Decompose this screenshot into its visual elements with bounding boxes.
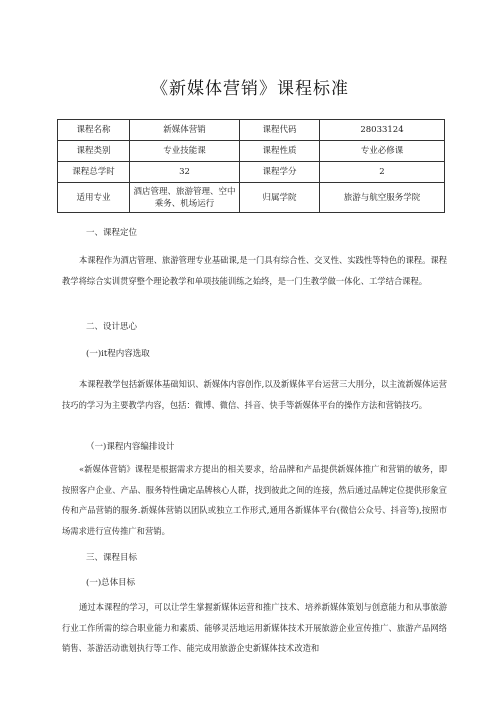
table-cell: 新媒体营销 bbox=[130, 120, 240, 141]
paragraph: 本课程教学包括新媒体基础知识、新媒体内容创作,以及新媒体平台运营三大刖分，以主流新媒体运营技巧的学习为主要教学内容，包括：微博、微信、抖音、快手等新媒体平台的操作方法和营销技巧。 bbox=[62, 379, 447, 410]
document-title: 《新媒体营销》课程标准 bbox=[151, 79, 349, 99]
table-cell: 专业必修课 bbox=[320, 141, 445, 162]
table-cell: 课程总学时 bbox=[58, 162, 130, 183]
table-row bbox=[58, 141, 445, 162]
table-cell: 酒店管理、旅游管理、空中乘务、机场运行 bbox=[130, 183, 240, 213]
table-cell: 课程代码 bbox=[240, 120, 320, 141]
subsection-heading: （一)课程内容编排设计 bbox=[86, 442, 175, 452]
table-cell: 课程性质 bbox=[240, 141, 320, 162]
subsection-heading: (一)it程内容选取 bbox=[86, 349, 150, 359]
table-cell: 专业技能课 bbox=[130, 141, 240, 162]
subsection-heading: (一)总体目标 bbox=[86, 578, 136, 588]
table-cell: 课程名称 bbox=[58, 120, 130, 141]
paragraph: 本课程作为酒店管理、旅游管理专业基础课,是一门具有综合性、交叉性、实践性等特色的课程。课程教学将综合实训贯穿整个理论教学和单项技能训练之始终，是一门生教学做一体化、工学结合课程。 bbox=[62, 255, 447, 286]
table-cell: 28033124 bbox=[320, 120, 445, 141]
table-cell: 2 bbox=[320, 162, 445, 183]
paragraph: «新媒体营销》课程是根据需求方提出的相关要求，给品牌和产品提供新媒体推广和营销的敏务，即按照客户企业、产品、服务特性确定品牌核心人群，找到彼此之间的连接，然后通过品牌定位提供形象宣传和产品营销的服务.新媒体营销以团队或独立工作形式,通用各新媒体平台(微信公众号、抖音等),按照市场需求进行宣传推广和营销。 bbox=[62, 464, 447, 536]
table-cell: 归属学院 bbox=[240, 183, 320, 213]
table-cell: 旅游与航空服务学院 bbox=[320, 183, 445, 213]
section-heading: 一、课程定位 bbox=[86, 228, 138, 238]
table-cell: 适用专业 bbox=[58, 183, 130, 213]
table-cell: 课程学分 bbox=[240, 162, 320, 183]
section-heading: 二、设计思心 bbox=[86, 322, 138, 332]
table-row bbox=[58, 183, 445, 213]
section-heading: 三、课程目标 bbox=[86, 553, 138, 563]
course-info-table bbox=[57, 119, 445, 213]
table-row bbox=[58, 162, 445, 183]
table-row bbox=[58, 120, 445, 141]
paragraph: 通过本课程的学习，可以让学生掌握新媒体运营和推广技术、培养新媒体策划与创意能力和从事旅游行业工作所需的综合职业能力和素质、能够灵活地运用新媒体技术开展旅游企业宣传推广、旅游产品网络销售、茶游活动谯划执行等工作、能完成用旅游企史新媒体技术改造和 bbox=[62, 602, 447, 653]
table-cell: 课程类别 bbox=[58, 141, 130, 162]
table-cell: 32 bbox=[130, 162, 240, 183]
